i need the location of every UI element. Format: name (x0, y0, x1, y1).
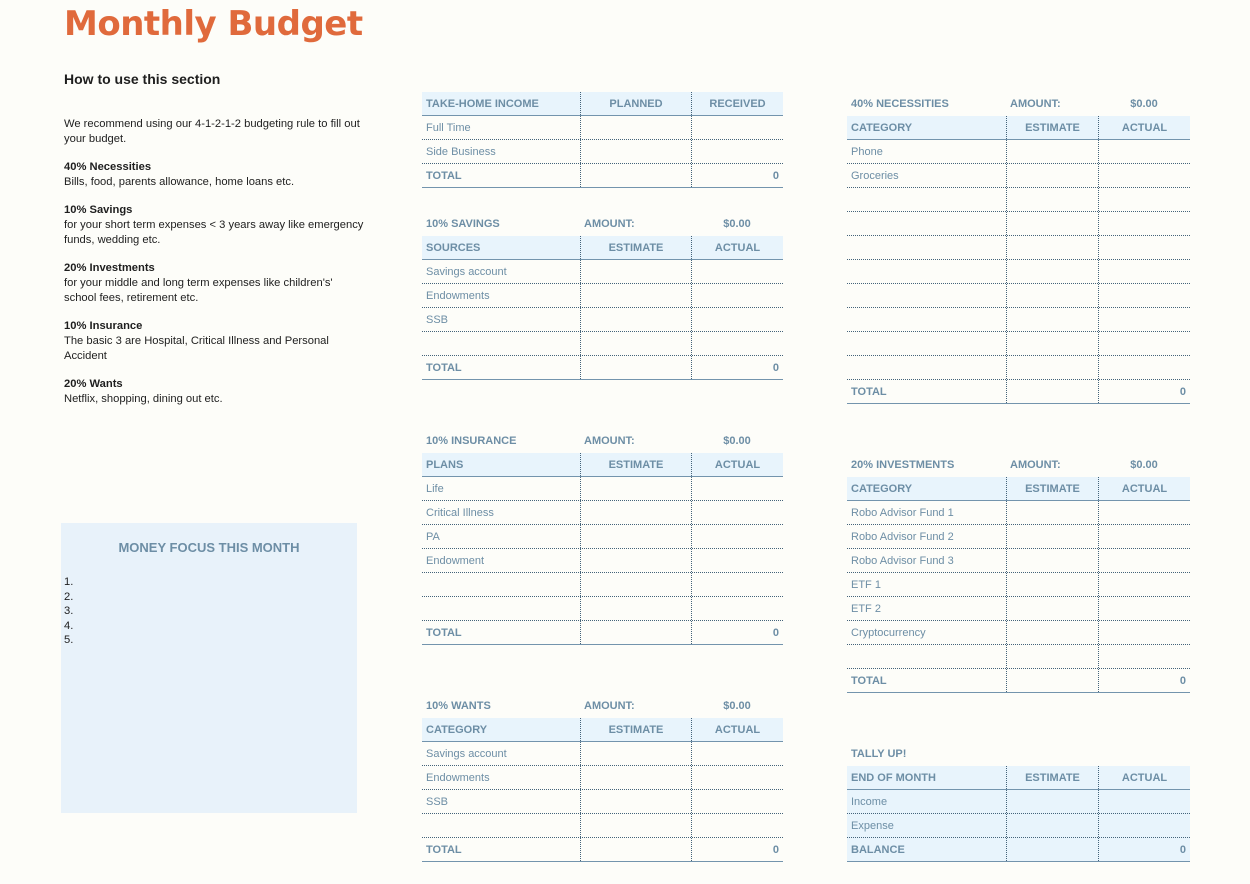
row-label[interactable]: PA (426, 530, 440, 543)
table-row (422, 116, 783, 140)
total-value: 0 (691, 621, 783, 644)
row-label[interactable]: Groceries (851, 169, 899, 182)
total-value: 0 (1098, 380, 1190, 403)
row-label[interactable]: Savings account (426, 265, 507, 278)
estimate-cell[interactable] (580, 549, 691, 572)
money-focus-panel (61, 523, 357, 813)
table-row (422, 332, 783, 356)
table-row (847, 164, 1190, 188)
money-focus-list (64, 575, 73, 648)
table-row (847, 332, 1190, 356)
estimate-cell[interactable] (580, 308, 691, 331)
estimate-cell[interactable] (1006, 236, 1098, 259)
table-row (847, 236, 1190, 260)
section-title-row (847, 742, 1190, 766)
actual-cell[interactable] (691, 573, 783, 596)
row-label[interactable]: Robo Advisor Fund 2 (851, 530, 954, 543)
amount-value: $0.00 (723, 218, 751, 230)
estimate-cell[interactable] (1006, 260, 1098, 283)
actual-cell[interactable] (1098, 236, 1190, 259)
tip-investments (64, 261, 364, 306)
actual-cell[interactable] (1098, 356, 1190, 379)
table-row (847, 356, 1190, 380)
table-row (422, 260, 783, 284)
list-item[interactable]: 2. (64, 590, 74, 603)
actual-cell[interactable] (691, 597, 783, 620)
actual-cell[interactable] (1098, 308, 1190, 331)
table-total-row (422, 838, 783, 862)
actual-cell[interactable] (1098, 573, 1190, 596)
column-header: CATEGORY (851, 121, 913, 134)
necessities-table (847, 92, 1190, 404)
row-label[interactable]: Expense (851, 819, 894, 832)
estimate-cell[interactable] (580, 766, 691, 789)
total-value: 0 (1098, 669, 1190, 692)
table-header-row (422, 92, 783, 116)
amount-label: AMOUNT: (1010, 459, 1061, 471)
estimate-cell[interactable] (1006, 814, 1098, 837)
table-total-row (847, 838, 1190, 862)
actual-cell[interactable] (1098, 790, 1190, 813)
section-title: 40% NECESSITIES (851, 98, 949, 110)
row-label[interactable]: Robo Advisor Fund 1 (851, 506, 954, 519)
row-label[interactable]: Endowments (426, 771, 490, 784)
actual-cell[interactable] (1098, 549, 1190, 572)
estimate-cell[interactable] (580, 260, 691, 283)
estimate-cell[interactable] (580, 597, 691, 620)
row-label[interactable]: Side Business (426, 145, 496, 158)
row-label[interactable] (847, 356, 1006, 379)
column-header: ESTIMATE (580, 718, 691, 741)
estimate-cell[interactable] (1006, 549, 1098, 572)
table-row (422, 573, 783, 597)
total-estimate-cell (580, 356, 691, 379)
row-label[interactable]: Critical Illness (426, 506, 494, 519)
how-to-heading: How to use this section (64, 71, 221, 87)
list-item[interactable]: 3. (64, 605, 74, 617)
tip-text: for your middle and long term expenses like children's' school fees, retirement etc. (64, 277, 333, 304)
row-label[interactable]: Endowments (426, 289, 490, 302)
tip-heading: 20% Wants (64, 378, 123, 390)
tip-text: for your short term expenses < 3 years away like emergency funds, wedding etc. (64, 219, 364, 246)
column-header: CATEGORY (426, 723, 488, 736)
actual-cell[interactable] (691, 766, 783, 789)
total-estimate-cell (1006, 380, 1098, 403)
actual-cell[interactable] (691, 284, 783, 307)
tip-insurance (64, 319, 364, 364)
column-header: ESTIMATE (1006, 766, 1098, 789)
estimate-cell[interactable] (1006, 284, 1098, 307)
total-label: TOTAL (426, 843, 462, 856)
actual-cell[interactable] (1098, 645, 1190, 668)
estimate-cell[interactable] (1006, 164, 1098, 187)
actual-cell[interactable] (1098, 621, 1190, 644)
row-label[interactable]: SSB (426, 313, 449, 326)
section-title-row (847, 92, 1190, 116)
column-header: RECEIVED (691, 92, 783, 115)
table-row (422, 477, 783, 501)
table-row (422, 525, 783, 549)
amount-label: AMOUNT: (584, 700, 635, 712)
table-row (847, 621, 1190, 645)
table-row (422, 742, 783, 766)
amount-value: $0.00 (723, 700, 751, 712)
actual-cell[interactable] (691, 477, 783, 500)
column-header: CATEGORY (851, 482, 913, 495)
amount-value: $0.00 (1130, 98, 1158, 110)
estimate-cell[interactable] (580, 332, 691, 355)
section-title-row (422, 429, 783, 453)
table-header-row (422, 453, 783, 477)
savings-table (422, 212, 783, 380)
actual-cell[interactable] (691, 260, 783, 283)
wants-table (422, 694, 783, 862)
insurance-table (422, 429, 783, 645)
total-estimate-cell (1006, 838, 1098, 861)
list-item[interactable]: 5. (64, 634, 74, 646)
estimate-cell[interactable] (1006, 621, 1098, 644)
column-header: ESTIMATE (580, 236, 691, 259)
tip-text: Bills, food, parents allowance, home loans etc. (64, 176, 295, 188)
tip-wants (64, 377, 364, 407)
estimate-cell[interactable] (1006, 188, 1098, 211)
tip-heading: 10% Savings (64, 204, 133, 216)
estimate-cell[interactable] (1006, 573, 1098, 596)
table-header-row (847, 766, 1190, 790)
actual-cell[interactable] (691, 332, 783, 355)
list-item[interactable]: 1. (64, 576, 74, 588)
table-row (422, 549, 783, 573)
total-value: 0 (1098, 838, 1190, 861)
row-label[interactable] (847, 236, 1006, 259)
column-header: END OF MONTH (851, 771, 936, 784)
row-label[interactable]: SSB (426, 795, 449, 808)
money-focus-heading: MONEY FOCUS THIS MONTH (118, 540, 300, 555)
how-to-intro: We recommend using our 4-1-2-1-2 budgeting rule to fill out your budget. (64, 118, 360, 145)
row-label[interactable]: Life (426, 482, 444, 495)
row-label[interactable]: Cryptocurrency (851, 626, 926, 639)
table-header-row (847, 477, 1190, 501)
row-label[interactable]: Robo Advisor Fund 3 (851, 554, 954, 567)
table-row (422, 766, 783, 790)
tip-heading: 10% Insurance (64, 320, 143, 332)
actual-cell[interactable] (1098, 140, 1190, 163)
actual-cell[interactable] (1098, 597, 1190, 620)
row-label[interactable] (422, 814, 580, 837)
actual-cell[interactable] (691, 790, 783, 813)
row-label[interactable] (847, 212, 1006, 235)
amount-label: AMOUNT: (584, 435, 635, 447)
actual-cell[interactable] (1098, 284, 1190, 307)
total-label: BALANCE (851, 843, 905, 856)
table-row (422, 140, 783, 164)
actual-cell[interactable] (1098, 332, 1190, 355)
table-row (422, 284, 783, 308)
section-title: 20% INVESTMENTS (851, 459, 955, 471)
table-row (422, 814, 783, 838)
column-header: PLANS (426, 458, 464, 471)
actual-cell[interactable] (1098, 260, 1190, 283)
row-label[interactable]: Endowment (426, 554, 485, 567)
total-value: 0 (691, 838, 783, 861)
section-title-row (422, 694, 783, 718)
row-label[interactable]: Savings account (426, 747, 507, 760)
actual-cell[interactable] (691, 501, 783, 524)
estimate-cell[interactable] (580, 525, 691, 548)
table-row (847, 790, 1190, 814)
total-estimate-cell (1006, 669, 1098, 692)
investments-table (847, 453, 1190, 693)
total-estimate-cell (580, 621, 691, 644)
tip-text: The basic 3 are Hospital, Critical Illness and Personal Accident (64, 335, 329, 362)
total-label: TOTAL (426, 169, 462, 182)
section-title-row (847, 453, 1190, 477)
estimate-cell[interactable] (580, 501, 691, 524)
section-title: 10% INSURANCE (426, 435, 517, 447)
column-header: ACTUAL (1098, 477, 1190, 500)
table-total-row (847, 669, 1190, 693)
actual-cell[interactable] (691, 814, 783, 837)
tip-text: Netflix, shopping, dining out etc. (64, 393, 223, 405)
table-row (422, 597, 783, 621)
table-row (847, 814, 1190, 838)
estimate-cell[interactable] (1006, 597, 1098, 620)
tip-necessities (64, 160, 364, 190)
column-header: ACTUAL (1098, 766, 1190, 789)
table-row (847, 212, 1190, 236)
estimate-cell[interactable] (1006, 140, 1098, 163)
estimate-cell[interactable] (1006, 501, 1098, 524)
table-row (847, 501, 1190, 525)
column-header: ESTIMATE (1006, 477, 1098, 500)
column-header: TAKE-HOME INCOME (426, 97, 539, 110)
estimate-cell[interactable] (1006, 332, 1098, 355)
column-header: ACTUAL (691, 718, 783, 741)
row-label[interactable] (422, 573, 580, 596)
actual-cell[interactable] (1098, 525, 1190, 548)
amount-label: AMOUNT: (1010, 98, 1061, 110)
estimate-cell[interactable] (580, 116, 691, 139)
table-row (422, 501, 783, 525)
table-row (847, 140, 1190, 164)
actual-cell[interactable] (1098, 501, 1190, 524)
column-header: PLANNED (580, 92, 691, 115)
section-title-row (422, 212, 783, 236)
actual-cell[interactable] (1098, 814, 1190, 837)
estimate-cell[interactable] (580, 814, 691, 837)
row-label[interactable] (422, 597, 580, 620)
estimate-cell[interactable] (580, 790, 691, 813)
estimate-cell[interactable] (1006, 356, 1098, 379)
actual-cell[interactable] (691, 525, 783, 548)
actual-cell[interactable] (691, 742, 783, 765)
estimate-cell[interactable] (580, 742, 691, 765)
estimate-cell[interactable] (580, 140, 691, 163)
table-row (847, 260, 1190, 284)
column-header: ACTUAL (691, 236, 783, 259)
tip-heading: 40% Necessities (64, 161, 152, 173)
total-value: 0 (691, 356, 783, 379)
table-total-row (422, 356, 783, 380)
row-label[interactable]: Income (851, 795, 888, 808)
row-label[interactable] (847, 332, 1006, 355)
total-label: TOTAL (426, 361, 462, 374)
total-estimate-cell (580, 164, 691, 187)
table-row (847, 597, 1190, 621)
amount-label: AMOUNT: (584, 218, 635, 230)
estimate-cell[interactable] (580, 477, 691, 500)
table-row (847, 308, 1190, 332)
row-label[interactable] (847, 308, 1006, 331)
total-label: TOTAL (851, 674, 887, 687)
section-title: TALLY UP! (851, 748, 907, 760)
row-label[interactable]: ETF 1 (851, 578, 881, 591)
table-header-row (847, 116, 1190, 140)
actual-cell[interactable] (691, 116, 783, 139)
row-label[interactable]: Phone (851, 145, 883, 158)
tally-table (847, 742, 1190, 862)
section-title: 10% SAVINGS (426, 218, 500, 230)
table-row (422, 308, 783, 332)
actual-cell[interactable] (691, 140, 783, 163)
total-estimate-cell (580, 838, 691, 861)
actual-cell[interactable] (1098, 212, 1190, 235)
table-row (422, 790, 783, 814)
amount-value: $0.00 (1130, 459, 1158, 471)
column-header: ACTUAL (691, 453, 783, 476)
row-label[interactable] (422, 332, 580, 355)
total-value: 0 (691, 164, 783, 187)
page-title: Monthly Budget (64, 4, 363, 44)
table-header-row (422, 718, 783, 742)
table-row (847, 549, 1190, 573)
table-header-row (422, 236, 783, 260)
total-label: TOTAL (851, 385, 887, 398)
actual-cell[interactable] (691, 549, 783, 572)
table-row (847, 525, 1190, 549)
estimate-cell[interactable] (1006, 212, 1098, 235)
actual-cell[interactable] (1098, 188, 1190, 211)
row-label[interactable]: Full Time (426, 121, 471, 134)
row-label[interactable] (847, 645, 1006, 668)
row-label[interactable] (847, 260, 1006, 283)
estimate-cell[interactable] (1006, 790, 1098, 813)
actual-cell[interactable] (1098, 164, 1190, 187)
estimate-cell[interactable] (580, 573, 691, 596)
amount-value: $0.00 (723, 435, 751, 447)
section-title: 10% WANTS (426, 700, 491, 712)
tip-savings (64, 203, 364, 248)
table-row (847, 188, 1190, 212)
estimate-cell[interactable] (1006, 525, 1098, 548)
table-row (847, 284, 1190, 308)
tip-heading: 20% Investments (64, 262, 155, 274)
table-total-row (422, 621, 783, 645)
column-header: ESTIMATE (580, 453, 691, 476)
row-label[interactable] (847, 188, 1006, 211)
table-total-row (847, 380, 1190, 404)
estimate-cell[interactable] (1006, 308, 1098, 331)
table-total-row (422, 164, 783, 188)
column-header: ACTUAL (1098, 116, 1190, 139)
column-header: SOURCES (426, 241, 481, 254)
list-item[interactable]: 4. (64, 619, 74, 632)
row-label[interactable] (847, 284, 1006, 307)
total-label: TOTAL (426, 626, 462, 639)
table-row (847, 645, 1190, 669)
column-header: ESTIMATE (1006, 116, 1098, 139)
estimate-cell[interactable] (1006, 645, 1098, 668)
actual-cell[interactable] (691, 308, 783, 331)
table-row (847, 573, 1190, 597)
income-table (422, 92, 783, 188)
estimate-cell[interactable] (580, 284, 691, 307)
row-label[interactable]: ETF 2 (851, 602, 881, 615)
